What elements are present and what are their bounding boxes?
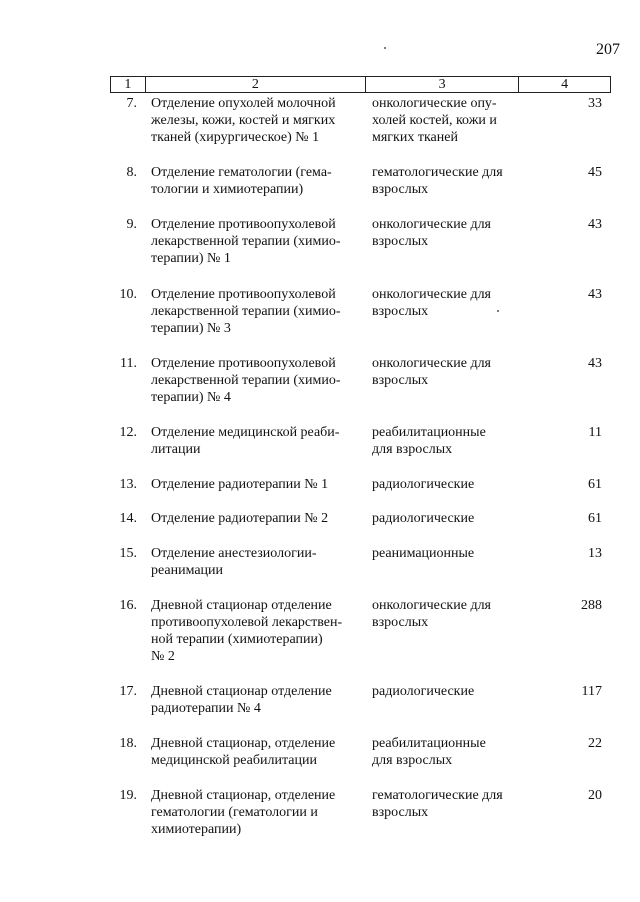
row-number: 12. (119, 425, 137, 440)
bed-profile: онкологические для взрослых (372, 217, 491, 249)
bed-count: 288 (581, 598, 602, 613)
row-number: 16. (119, 598, 137, 613)
row-number: 8. (126, 165, 137, 180)
bed-count: 20 (588, 788, 602, 803)
row-number: 18. (119, 736, 137, 751)
bed-profile: радиологические (372, 511, 475, 526)
department-name: Дневной стационар, отделение гематологии (гематологии и химиотерапии) (151, 788, 336, 837)
row-number: 17. (119, 684, 137, 699)
department-name: Дневной стационар отделение противоопухолевой лекарствен- ной терапии (химиотерапии) № 2 (151, 598, 343, 664)
row-number: 11. (120, 356, 137, 371)
bed-profile: онкологические опу- холей костей, кожи и мягких тканей (372, 96, 497, 145)
department-name: Отделение радиотерапии № 1 (151, 477, 329, 492)
bed-profile: реабилитационные для взрослых (372, 736, 486, 768)
bed-profile: реанимационные (372, 546, 475, 561)
scan-speck (384, 47, 386, 49)
row-number: 10. (119, 287, 137, 302)
department-name: Отделение анестезиологии- реанимации (151, 546, 317, 578)
department-name: Отделение противоопухолевой лекарственной терапии (химио- терапии) № 1 (151, 217, 341, 266)
bed-count: 33 (588, 96, 602, 111)
bed-count: 43 (588, 217, 602, 232)
bed-count: 61 (588, 477, 602, 492)
bed-profile: онкологические для взрослых (372, 598, 491, 630)
row-number: 14. (119, 511, 137, 526)
row-number: 9. (126, 217, 137, 232)
department-name: Дневной стационар, отделение медицинской реабилитации (151, 736, 336, 768)
table-header (110, 76, 611, 93)
department-name: Дневной стационар отделение радиотерапии № 4 (151, 684, 332, 716)
header-col-1: 1 (111, 77, 146, 92)
bed-profile: онкологические для взрослых (372, 287, 491, 319)
bed-count: 61 (588, 511, 602, 526)
bed-count: 43 (588, 356, 602, 371)
bed-count: 11 (588, 425, 602, 440)
department-name: Отделение опухолей молочной железы, кожи, костей и мягких тканей (хирургическое) № 1 (151, 96, 336, 145)
header-col-2: 2 (146, 77, 366, 92)
bed-profile: радиологические (372, 477, 475, 492)
department-name: Отделение противоопухолевой лекарственной терапии (химио- терапии) № 3 (151, 287, 341, 336)
bed-profile: онкологические для взрослых (372, 356, 491, 388)
row-number: 7. (126, 96, 137, 111)
department-name: Отделение медицинской реаби- литации (151, 425, 340, 457)
bed-count: 117 (581, 684, 602, 699)
department-name: Отделение гематологии (гема- тологии и химиотерапии) (151, 165, 332, 197)
row-number: 19. (119, 788, 137, 803)
bed-count: 22 (588, 736, 602, 751)
page-number: 207 (596, 41, 620, 58)
header-col-3: 3 (366, 77, 519, 92)
row-number: 13. (119, 477, 137, 492)
bed-profile: радиологические (372, 684, 475, 699)
bed-profile: реабилитационные для взрослых (372, 425, 486, 457)
bed-count: 45 (588, 165, 602, 180)
department-name: Отделение радиотерапии № 2 (151, 511, 329, 526)
bed-count: 13 (588, 546, 602, 561)
row-number: 15. (119, 546, 137, 561)
bed-profile: гематологические для взрослых (372, 788, 503, 820)
department-name: Отделение противоопухолевой лекарственной терапии (химио- терапии) № 4 (151, 356, 341, 405)
bed-count: 43 (588, 287, 602, 302)
bed-profile: гематологические для взрослых (372, 165, 503, 197)
header-col-4: 4 (561, 77, 569, 92)
